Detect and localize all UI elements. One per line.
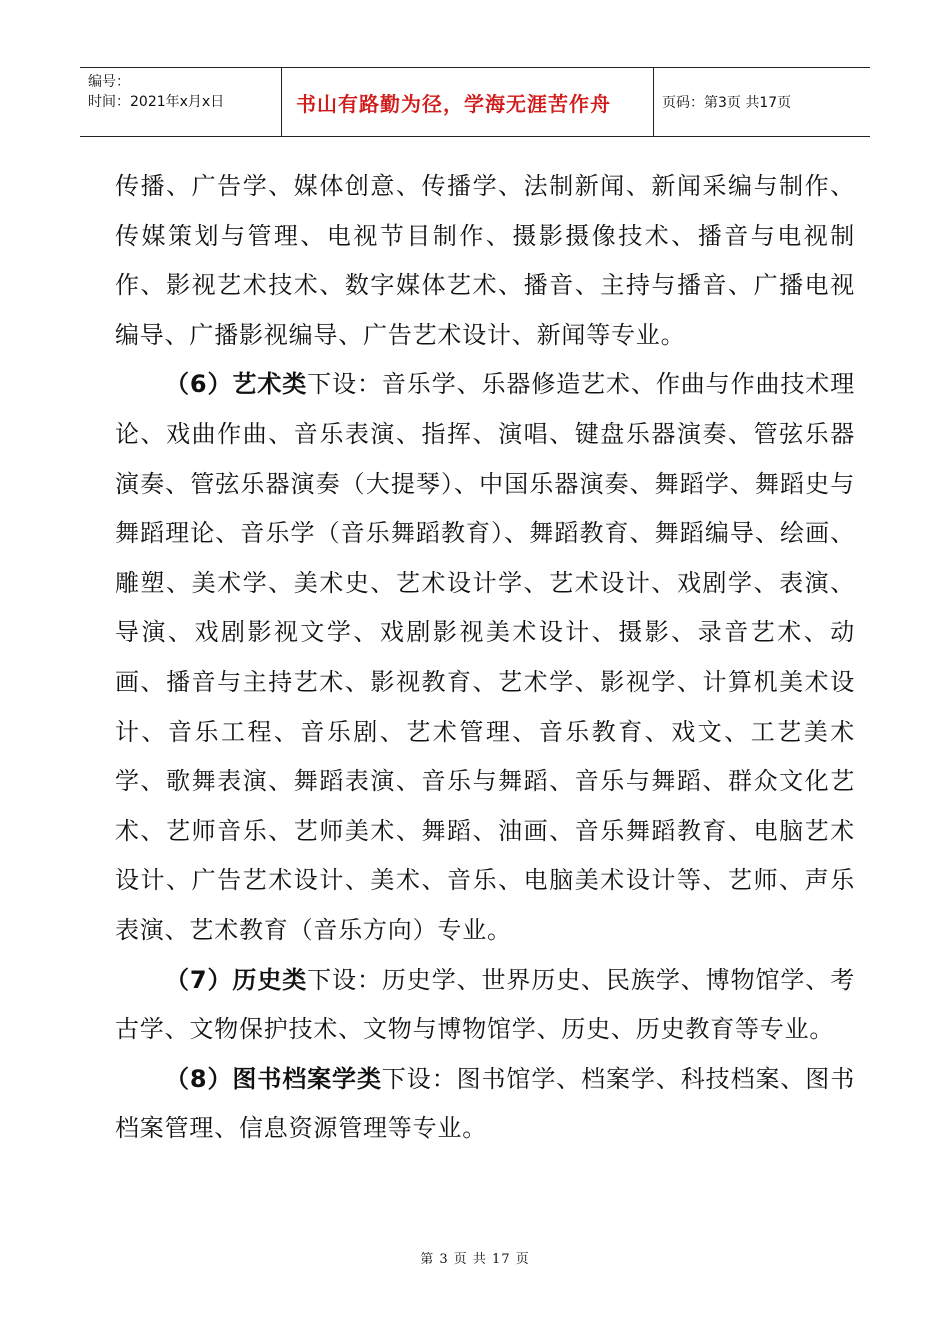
page-header-table xyxy=(80,67,870,137)
paragraph-library-category xyxy=(115,1055,855,1154)
section-prefix: （8） xyxy=(165,1064,233,1093)
document-body xyxy=(115,162,855,1154)
header-page-cell xyxy=(654,68,870,136)
paragraph-continuation xyxy=(115,162,855,360)
section-heading: 图书档案学类 xyxy=(232,1064,382,1093)
header-meta-cell xyxy=(80,68,282,136)
paragraph-history-category xyxy=(115,956,855,1055)
header-page-info: 页码：第3页 共17页 xyxy=(662,95,792,111)
page-footer xyxy=(0,1248,950,1267)
paragraph-text: 下设：历史学、世界历史、民族学、博物馆学、考古学、文物保护技术、文物与博物馆学、历史、历史教育等专业。 xyxy=(115,965,855,1044)
paragraph-art-category xyxy=(115,360,855,955)
paragraph-text: 传播、广告学、媒体创意、传播学、法制新闻、新闻采编与制作、传媒策划与管理、电视节目制作、摄影摄像技术、播音与电视制作、影视艺术技术、数字媒体艺术、播音、主持与播音、广播电视编导、广播影视编导、广告艺术设计、新闻等专业。 xyxy=(115,172,855,349)
section-prefix: （6） xyxy=(165,370,233,399)
document-number-label: 编号： xyxy=(88,74,130,90)
header-motto-cell xyxy=(282,68,654,136)
section-heading: 艺术类 xyxy=(232,370,308,399)
section-prefix: （7） xyxy=(165,965,233,994)
paragraph-text: 下设：音乐学、乐器修造艺术、作曲与作曲技术理论、戏曲作曲、音乐表演、指挥、演唱、键盘乐器演奏、管弦乐器演奏、管弦乐器演奏（大提琴）、中国乐器演奏、舞蹈学、舞蹈史与舞蹈理论、音乐学（音乐舞蹈教育）、舞蹈教育、舞蹈编导、绘画、雕塑、美术学、美术史、艺术设计学、艺术设计、戏剧学、表演、导演、戏剧影视文学、戏剧影视美术设计、摄影、录音艺术、动画、播音与主持艺术、影视教育、艺术学、影视学、计算机美术设计、音乐工程、音乐剧、艺术管理、音乐教育、戏文、工艺美术学、歌舞表演、舞蹈表演、音乐与舞蹈、音乐与舞蹈、群众文化艺术、艺师音乐、艺师美术、舞蹈、油画、音乐舞蹈教育、电脑艺术设计、广告艺术设计、美术、音乐、电脑美术设计等、艺师、声乐表演、艺术教育（音乐方向）专业。 xyxy=(115,370,855,944)
footer-page-number: 第 3 页 共 17 页 xyxy=(420,1252,530,1267)
document-time-label: 时间：2021年x月x日 xyxy=(88,94,225,110)
header-motto: 书山有路勤为径，学海无涯苦作舟 xyxy=(296,91,611,116)
section-heading: 历史类 xyxy=(232,965,308,994)
paragraph-text: 下设：图书馆学、档案学、科技档案、图书档案管理、信息资源管理等专业。 xyxy=(115,1064,855,1143)
